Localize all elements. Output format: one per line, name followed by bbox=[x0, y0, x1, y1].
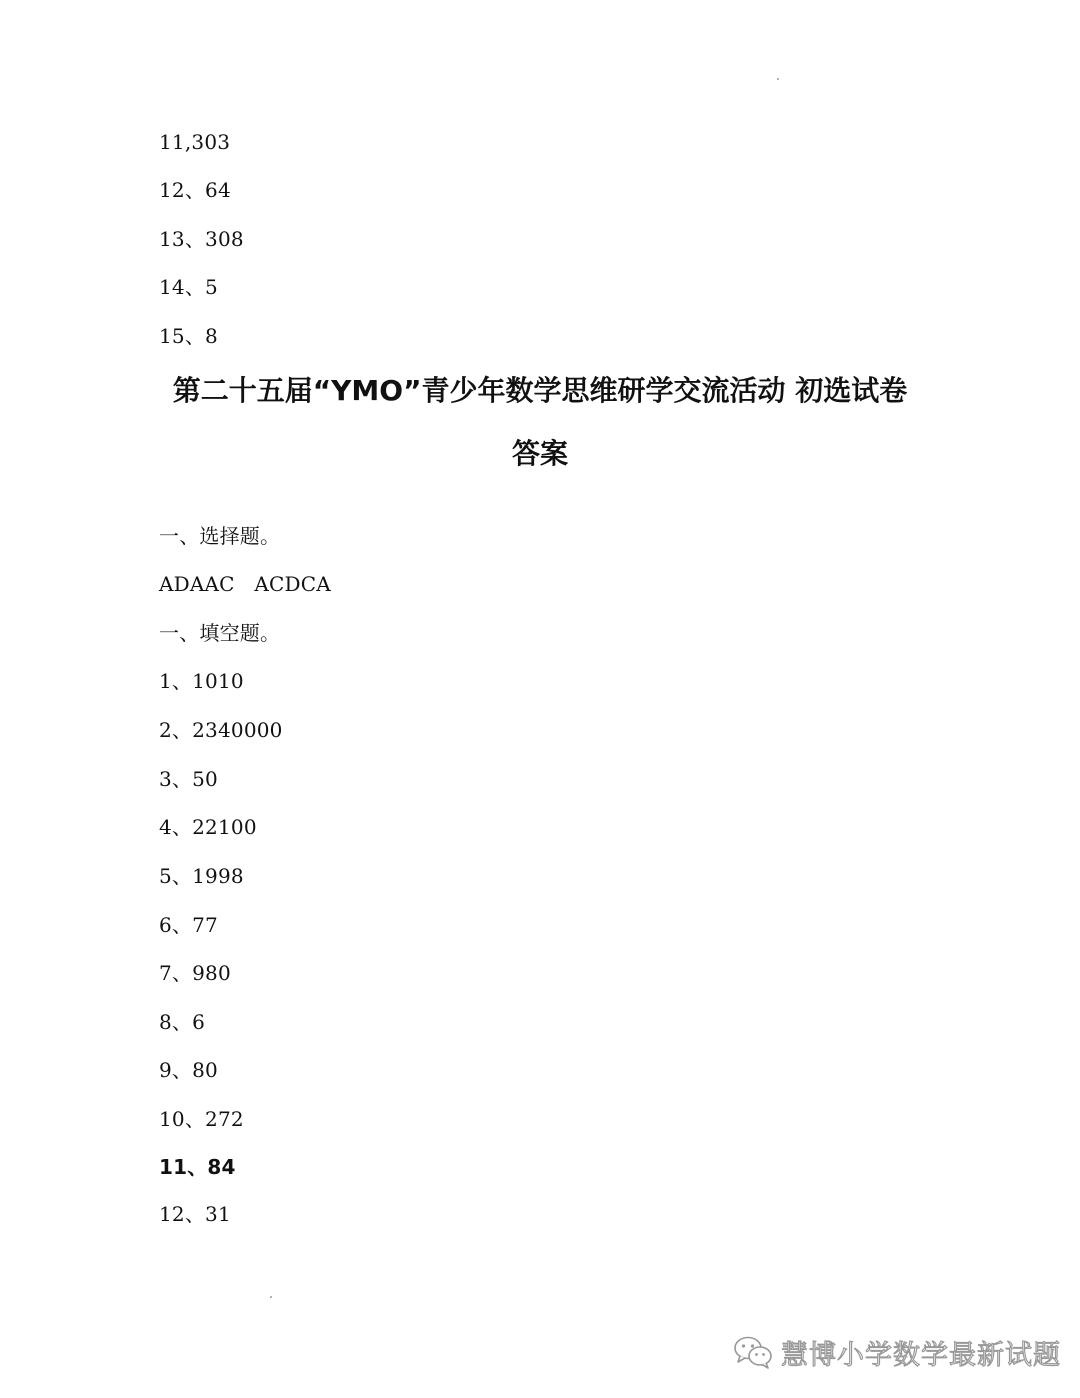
section-heading-choice: 一、选择题。 bbox=[159, 524, 281, 548]
answer-line: 8、6 bbox=[159, 1010, 206, 1034]
watermark-text: 慧博小学数学最新试题 bbox=[781, 1339, 1061, 1371]
answer-line: 5、1998 bbox=[159, 864, 244, 888]
choice-answers: ADAAC ACDCA bbox=[159, 572, 331, 596]
answer-line: 9、80 bbox=[159, 1058, 218, 1082]
scan-speck bbox=[777, 78, 779, 80]
answer-line: 3、50 bbox=[159, 767, 218, 791]
answer-line: 2、2340000 bbox=[159, 718, 283, 742]
answer-line: 1、1010 bbox=[159, 669, 244, 693]
answer-line: 13、308 bbox=[159, 227, 244, 251]
watermark bbox=[733, 1334, 1061, 1370]
answer-line: 6、77 bbox=[159, 913, 218, 937]
document-subtitle: 答案 bbox=[511, 437, 568, 470]
answer-line: 7、980 bbox=[159, 961, 231, 985]
answer-line: 4、22100 bbox=[159, 815, 257, 839]
answer-line: 11、84 bbox=[159, 1155, 236, 1179]
answer-line: 15、8 bbox=[159, 324, 218, 348]
wechat-icon bbox=[733, 1335, 773, 1369]
scan-speck bbox=[270, 1296, 272, 1298]
answer-line: 12、64 bbox=[159, 178, 231, 202]
answer-line: 14、5 bbox=[159, 275, 218, 299]
document-title: 第二十五届“YMO”青少年数学思维研学交流活动 初选试卷 bbox=[172, 374, 908, 407]
section-heading-fill: 一、填空题。 bbox=[159, 621, 281, 645]
answer-line: 12、31 bbox=[159, 1202, 231, 1226]
answer-line: 10、272 bbox=[159, 1107, 244, 1131]
answer-line: 11,303 bbox=[159, 130, 231, 154]
